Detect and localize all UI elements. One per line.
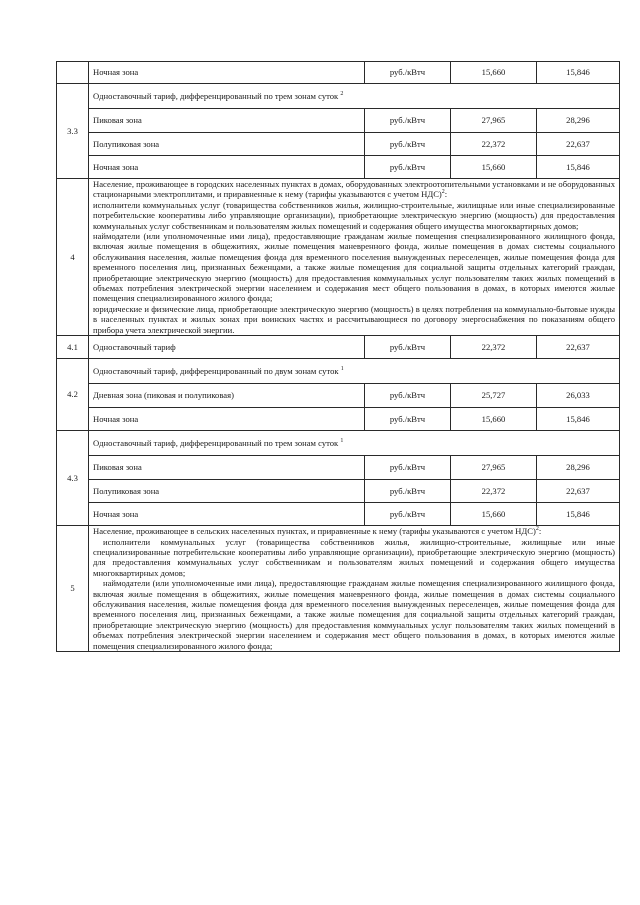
row-name: Пиковая зона: [89, 109, 365, 133]
row-name: Ночная зона: [89, 408, 365, 431]
section-description: [89, 179, 620, 336]
section-row-4-3: [57, 431, 620, 456]
row-value-2: 22,637: [537, 480, 620, 503]
tariff-table: [56, 61, 620, 652]
footnote-mark: 2: [535, 526, 539, 533]
section-number: 3.3: [57, 84, 89, 179]
table-row: [57, 456, 620, 480]
row-value-1: 22,372: [451, 480, 537, 503]
row-unit: руб./кВтч: [365, 156, 451, 179]
row-name: Ночная зона: [89, 503, 365, 526]
paragraph: наймодатели (или уполномоченные ими лица), предоставляющие гражданам жилые помещения специализированного жилищного фонда, включая жилые помещения в общежитиях, жилые помещения маневренного фонда, жилые помещения в домах системы социального обслуживания населения, жилые помещения фонда для временного поселения вынужденных переселенцев, жилые помещения фонда для временного поселения лиц, признанных беженцами, а также жилые помещения для социальной защиты отдельных категорий граждан, приобретающие электрическую энергию (мощность) для предоставления коммунальных услуг пользователям таких жилых помещений в объемах потребления электрической энергии населением и содержания мест общего пользования в домах, в которых имеются жилые помещения специализированного жилого фонда;: [93, 231, 615, 304]
row-name: Одноставочный тариф: [89, 336, 365, 359]
section-description: [89, 526, 620, 652]
row-value-1: 27,965: [451, 456, 537, 480]
section-title: Одноставочный тариф, дифференцированный по двум зонам суток $^1$: [89, 359, 620, 384]
row-name: Дневная зона (пиковая и полупиковая): [89, 384, 365, 408]
table-row: [57, 503, 620, 526]
table-row: [57, 480, 620, 503]
paragraph: исполнители коммунальных услуг (товарищества собственников жилья, жилищно-строительные, жилищные или иные специализированные потребительские кооперативы либо управляющие организации), приобретающие электрическую энергию (мощность) для предоставления коммунальных услуг собственникам и пользователям жилых помещений и содержания общего имущества многоквартирных домов;: [93, 536, 615, 578]
row-name: Ночная зона: [89, 62, 365, 84]
row-value-2: 15,846: [537, 408, 620, 431]
row-value-1: 15,660: [451, 503, 537, 526]
section-row-5: [57, 526, 620, 652]
paragraph: наймодатели (или уполномоченные ими лица), предоставляющие гражданам жилые помещения специализированного жилищного фонда, включая жилые помещения в общежитиях, жилые помещения маневренного фонда, жилые помещения в домах системы социального обслуживания населения, жилые помещения фонда для временного поселения вынужденных переселенцев, жилые помещения фонда для временного поселения лиц, признанных беженцами, а также жилые помещения для социальной защиты отдельных категорий граждан, приобретающие электрическую энергию (мощность) для предоставления коммунальных услуг пользователям таких жилых помещений в объемах потребления электрической энергии населением и содержания мест общего пользования в домах, в которых имеются жилые помещения специализированного жилого фонда;: [93, 578, 615, 651]
section-number: 5: [57, 526, 89, 652]
row-value-1: 15,660: [451, 156, 537, 179]
row-value-2: 26,033: [537, 384, 620, 408]
row-number-cell: [57, 62, 89, 84]
section-number: 4.1: [57, 336, 89, 359]
row-unit: руб./кВтч: [365, 480, 451, 503]
paragraph: юридические и физические лица, приобретающие электрическую энергию (мощность) в целях потребления на коммунально-бытовые нужды в населенных пунктах и жилых зонах при воинских частях и рассчитывающиеся по договору энергоснабжения по показаниям общего прибора учета электрической энергии.: [93, 303, 615, 335]
section-number: 4.2: [57, 359, 89, 431]
row-unit: руб./кВтч: [365, 503, 451, 526]
footnote-mark: 1: [340, 438, 344, 445]
paragraph: исполнители коммунальных услуг (товарищества собственников жилья, жилищно-строительные, жилищные или иные специализированные потребительские кооперативы либо управляющие организации), приобретающие электрическую энергию (мощность) для предоставления коммунальных услуг собственникам и пользователям жилых помещений и содержания общего имущества многоквартирных домов;: [93, 199, 615, 231]
row-value-1: 22,372: [451, 336, 537, 359]
table-row: [57, 133, 620, 156]
row-unit: руб./кВтч: [365, 384, 451, 408]
section-title: Одноставочный тариф, дифференцированный по трем зонам суток $^1$: [89, 431, 620, 456]
section-number: 4.3: [57, 431, 89, 526]
footnote-mark: 1: [340, 366, 344, 373]
section-number: 4: [57, 179, 89, 336]
row-value-2: 28,296: [537, 456, 620, 480]
footnote-mark: 2: [441, 189, 445, 196]
row-value-1: 25,727: [451, 384, 537, 408]
section-row-3-3: [57, 84, 620, 109]
table-row: [57, 336, 620, 359]
row-unit: руб./кВтч: [365, 408, 451, 431]
paragraph: Население, проживающее в сельских населенных пунктах, и приравненные к нему (тарифы указываются с учетом НДС)$^2$:: [93, 526, 542, 537]
footnote-mark: 2: [340, 90, 344, 97]
table-row: [57, 384, 620, 408]
table-row: [57, 408, 620, 431]
section-row-4-2: [57, 359, 620, 384]
row-name: Полупиковая зона: [89, 480, 365, 503]
paragraph: Население, проживающее в городских населенных пунктах в домах, оборудованных электроотопительными установками и не оборудованных стационарными электроплитами, и приравненные к нему (тарифы указываются с учетом НДС)$^2$:: [93, 179, 615, 200]
row-unit: руб./кВтч: [365, 456, 451, 480]
row-value-1: 15,660: [451, 408, 537, 431]
row-name: Ночная зона: [89, 156, 365, 179]
row-name: Полупиковая зона: [89, 133, 365, 156]
row-unit: руб./кВтч: [365, 62, 451, 84]
row-value-1: 15,660: [451, 62, 537, 84]
row-name: Пиковая зона: [89, 456, 365, 480]
row-unit: руб./кВтч: [365, 336, 451, 359]
row-value-2: 15,846: [537, 156, 620, 179]
row-unit: руб./кВтч: [365, 133, 451, 156]
section-title: Одноставочный тариф, дифференцированный по трем зонам суток $^2$: [89, 84, 620, 109]
row-value-2: 15,846: [537, 503, 620, 526]
row-value-1: 27,965: [451, 109, 537, 133]
row-value-2: 22,637: [537, 133, 620, 156]
table-row: [57, 62, 620, 84]
table-row: [57, 109, 620, 133]
table-row: [57, 156, 620, 179]
row-value-2: 28,296: [537, 109, 620, 133]
row-unit: руб./кВтч: [365, 109, 451, 133]
section-row-4: [57, 179, 620, 336]
row-value-2: 15,846: [537, 62, 620, 84]
row-value-1: 22,372: [451, 133, 537, 156]
row-value-2: 22,637: [537, 336, 620, 359]
